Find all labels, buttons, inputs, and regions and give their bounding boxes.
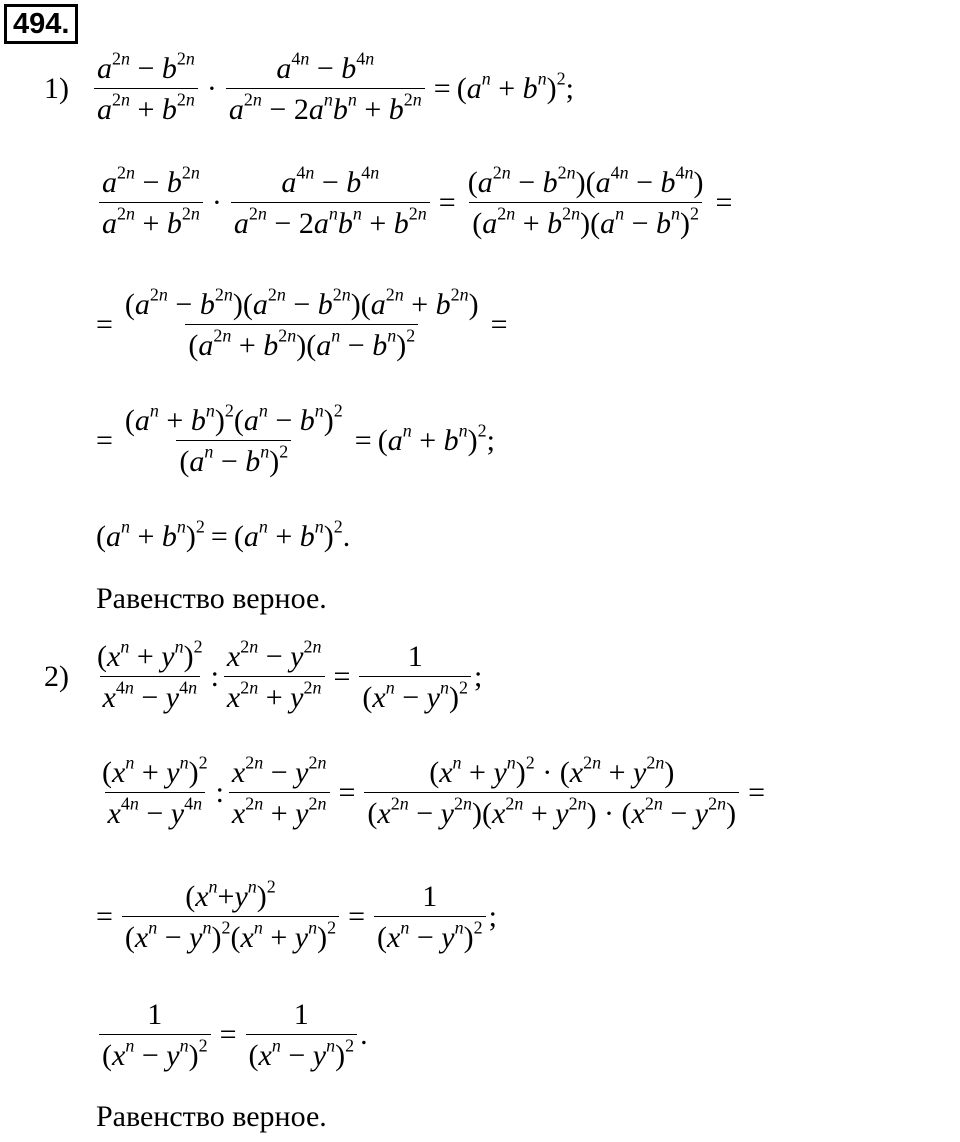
part2-step-2: = $\frac{(x^n+y^n)^2}{(x^n - y^n)^2(x^n + y^n)^2}$ = $\frac{1}{(x^n - y^n)^2}$ ; [96,876,497,954]
part2-equation-statement: 2) $\frac{(x^n + y^n)^2}{x^{4n} - y^{4n}}$ : $\frac{x^{2n} - y^{2n}}{x^{2n} + y^{2n}}$ = $\frac{1}{(x^n - y^n)^2}$ ; [44,636,483,714]
part1-step-3: = $\frac{(a^n + b^n)^2(a^n - b^n)^2}{(a^n - b^n)^2}$ = $(a^n + b^n)^2$; [96,400,495,478]
fraction: $\frac{a^{4n} - b^{4n}}{a^{2n} - 2a^nb^n + b^{2n}}$ [231,166,430,240]
part2-step-1: $\frac{(x^n + y^n)^2}{x^{4n} - y^{4n}}$ : $\frac{x^{2n} - y^{2n}}{x^{2n} + y^{2n}}$ = $\frac{(x^n + y^n)^2 \cdot (x^{2n} + y^{2n})}{(x^{2n} - y^{2n})(x^{2n} + y^{2n}) \cdot (x^{2n} - y^{2n})}$ = [96,756,771,830]
fraction: $\frac{1}{(x^n - y^n)^2}$ [374,880,486,954]
fraction: $\frac{a^{2n} - b^{2n}}{a^{2n} + b^{2n}}$ [99,166,203,240]
fraction: $\frac{a^{4n} - b^{4n}}{a^{2n} - 2a^nb^n + b^{2n}}$ [226,52,425,126]
fraction: $\frac{(a^n + b^n)^2(a^n - b^n)^2}{(a^n - b^n)^2}$ [124,400,343,478]
fraction: $\frac{(x^n+y^n)^2}{(x^n - y^n)^2(x^n + y^n)^2}$ [122,880,339,954]
part2-conclusion: Равенство верное. [96,1100,327,1133]
fraction: $\frac{1}{(x^n - y^n)^2}$ [359,640,471,714]
fraction: $\frac{x^{2n} - y^{2n}}{x^{2n} + y^{2n}}$ [229,756,330,830]
part1-equation-statement: 1) $\frac{a^{2n} - b^{2n}}{a^{2n} + b^{2n}}$ · $\frac{a^{4n} - b^{4n}}{a^{2n} - 2a^nb^n + b^{2n}}$ = $(a^n + b^n)^2$; [44,48,574,126]
part2-label: 2) [44,660,69,693]
fraction: $\frac{(a^{2n} - b^{2n})(a^{4n} - b^{4n})}{(a^{2n} + b^{2n})(a^n - b^n)^2}$ [467,162,704,240]
part1-step-2: = $\frac{(a^{2n} - b^{2n})(a^{2n} - b^{2n})(a^{2n} + b^{2n})}{(a^{2n} + b^{2n})(a^n - b^n)^2}$ = [96,284,508,362]
fraction: $\frac{1}{(x^n - y^n)^2}$ [99,998,211,1072]
part1-label: 1) [44,72,69,105]
part2-identity: $\frac{1}{(x^n - y^n)^2}$ = $\frac{1}{(x^n - y^n)^2}$ . [96,998,368,1072]
part1-conclusion: Равенство верное. [96,582,327,615]
problem-number: 494. [4,4,78,44]
fraction: $\frac{(x^n + y^n)^2}{x^{4n} - y^{4n}}$ [102,752,208,830]
fraction: $\frac{1}{(x^n - y^n)^2}$ [246,998,358,1072]
fraction: $\frac{(x^n + y^n)^2 \cdot (x^{2n} + y^{2n})}{(x^{2n} - y^{2n})(x^{2n} + y^{2n}) \cdot (x^{2n} - y^{2n})}$ [364,756,739,830]
part1-identity: $(a^n + b^n)^2$ = $(a^n + b^n)^2$. [96,516,351,553]
fraction: $\frac{(x^n + y^n)^2}{x^{4n} - y^{4n}}$ [97,636,203,714]
fraction: $\frac{(a^{2n} - b^{2n})(a^{2n} - b^{2n})(a^{2n} + b^{2n})}{(a^{2n} + b^{2n})(a^n - b^n)^2}$ [124,284,479,362]
fraction: $\frac{x^{2n} - y^{2n}}{x^{2n} + y^{2n}}$ [224,640,325,714]
part1-step-1: $\frac{a^{2n} - b^{2n}}{a^{2n} + b^{2n}}$ · $\frac{a^{4n} - b^{4n}}{a^{2n} - 2a^nb^n + b^{2n}}$ = $\frac{(a^{2n} - b^{2n})(a^{4n} - b^{4n})}{(a^{2n} + b^{2n})(a^n - b^n)^2}$ = [96,166,738,240]
fraction: $\frac{a^{2n} - b^{2n}}{a^{2n} + b^{2n}}$ [94,52,198,126]
